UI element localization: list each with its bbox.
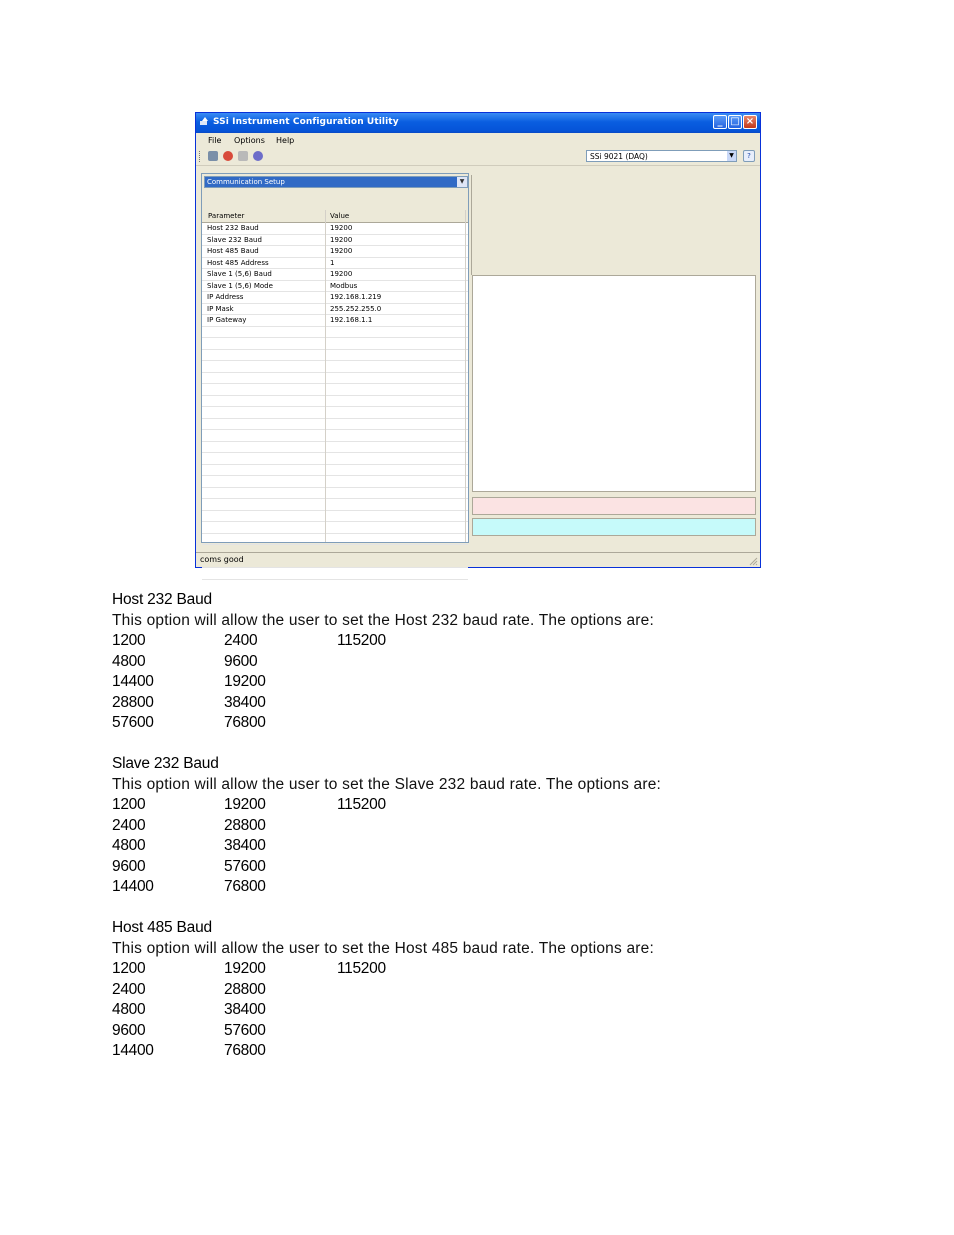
option-value: 115200 [337,796,386,813]
section-heading: Slave 232 Baud [112,755,219,772]
parameter-grid [202,210,468,580]
chevron-down-icon[interactable]: ▼ [727,151,736,161]
chevron-down-icon[interactable]: ▼ [457,177,467,187]
option-value: 4800 [112,837,146,854]
option-value: 9600 [224,652,258,670]
maximize-icon: □ [730,116,740,127]
spacer [112,734,661,755]
empty-table-row [202,338,468,350]
menu-options[interactable]: Options [234,136,265,145]
section-select[interactable] [204,176,468,188]
close-button[interactable] [743,115,757,129]
option-value: 2400 [112,816,146,834]
option-value: 4800 [112,1001,146,1018]
option-value: 19200 [224,960,266,977]
empty-table-row [202,361,468,373]
options-row [112,795,661,816]
table-row[interactable] [202,258,468,270]
option-value: 14400 [112,1042,154,1059]
option-value: 1200 [112,632,146,649]
section-select-area [202,174,468,210]
options-row [112,980,661,1001]
status-bar [196,552,760,567]
table-row[interactable] [202,223,468,235]
option-value: 38400 [224,693,266,711]
app-icon [199,116,211,128]
option-value: 2400 [112,980,146,998]
window-title: SSi Instrument Configuration Utility [213,117,399,127]
empty-table-row [202,350,468,362]
title-bar[interactable] [196,113,760,133]
empty-table-row [202,407,468,419]
menu-file[interactable]: File [208,136,222,145]
maximize-button[interactable] [728,115,742,129]
minimize-button[interactable] [713,115,727,129]
param-name: Host 232 Baud [207,224,259,232]
table-row[interactable] [202,281,468,293]
option-value: 14400 [112,673,154,690]
option-value: 57600 [224,857,266,875]
column-divider [465,210,466,542]
close-icon: × [745,116,755,127]
options-row [112,1041,661,1062]
param-name: IP Gateway [207,316,247,324]
section-heading: Host 232 Baud [112,591,212,608]
option-value: 19200 [224,673,266,690]
toolbar [196,148,760,166]
empty-table-row [202,534,468,546]
spacer [112,898,661,919]
options-row [112,877,661,898]
column-divider [325,210,326,542]
param-name: Slave 1 (5,6) Baud [207,270,272,278]
options-row [112,1000,661,1021]
empty-table-row [202,396,468,408]
option-value: 2400 [224,632,258,649]
column-header-parameter[interactable]: Parameter [208,212,245,220]
connect-icon[interactable] [208,151,218,161]
option-value: 1200 [112,960,146,977]
option-value: 1200 [112,796,146,813]
empty-table-row [202,419,468,431]
empty-table-row [202,476,468,488]
empty-table-row [202,442,468,454]
menu-bar [196,133,760,148]
status-text: coms good [200,555,244,564]
param-value[interactable]: 255.252.255.0 [330,304,382,313]
options-row [112,836,661,857]
param-name: Slave 232 Baud [207,235,262,244]
param-value[interactable]: 19200 [330,270,353,278]
param-name: Slave 1 (5,6) Mode [207,281,273,290]
table-row[interactable] [202,304,468,316]
option-value: 115200 [337,960,386,977]
section-description: This option will allow the user to set the Slave 232 baud rate. The options are: [112,775,662,793]
option-value: 28800 [112,693,154,711]
option-value: 76800 [224,878,266,895]
table-row[interactable] [202,315,468,327]
param-name: IP Mask [207,304,234,313]
section-description: This option will allow the user to set the Host 232 baud rate. The options are: [112,611,654,629]
stop-icon[interactable] [223,151,233,161]
param-value[interactable]: 192.168.1.219 [330,293,382,301]
tool-icon[interactable] [238,151,248,161]
section-heading: Host 485 Baud [112,919,212,936]
option-value: 9600 [112,1021,146,1039]
document-body [112,590,661,1062]
option-value: 57600 [224,1021,266,1039]
options-row [112,672,661,693]
empty-table-row [202,499,468,511]
empty-table-row [202,327,468,339]
parameter-pane [201,173,469,543]
table-row[interactable] [202,269,468,281]
param-name: Host 485 Baud [207,247,259,255]
table-row[interactable] [202,292,468,304]
param-value[interactable]: 192.168.1.1 [330,316,373,324]
option-value: 38400 [224,837,266,854]
option-value: 28800 [224,980,266,998]
section-host-485-baud [112,918,661,1062]
empty-table-row [202,430,468,442]
grid-header [202,210,468,223]
options-row [112,631,661,652]
options-row [112,816,661,837]
option-value: 38400 [224,1001,266,1018]
param-value[interactable]: 1 [330,258,335,267]
options-row [112,857,661,878]
empty-table-row [202,384,468,396]
device-select-value: SSi 9021 (DAQ) [590,152,648,161]
option-value: 57600 [112,714,154,731]
options-row [112,1021,661,1042]
table-row[interactable] [202,235,468,247]
help-button[interactable]: ? [743,150,755,162]
gear-icon[interactable] [253,151,263,161]
param-value[interactable]: 19200 [330,235,353,244]
option-value: 9600 [112,857,146,875]
option-value: 28800 [224,816,266,834]
section-host-232-baud [112,590,661,734]
empty-rows [202,327,468,580]
info-message-bar [472,518,756,536]
empty-table-row [202,465,468,477]
minimize-icon: _ [717,116,723,127]
empty-table-row [202,522,468,534]
param-value[interactable]: 19200 [330,247,353,255]
option-value: 4800 [112,652,146,670]
param-value[interactable]: 19200 [330,224,353,232]
section-select-value: Communication Setup [207,178,285,186]
option-value: 76800 [224,1042,266,1059]
empty-table-row [202,373,468,385]
app-window [195,112,761,568]
empty-table-row [202,488,468,500]
detail-header-area [471,175,758,275]
param-value[interactable]: Modbus [330,281,358,290]
column-header-value[interactable]: Value [330,212,350,220]
error-message-bar [472,497,756,515]
detail-panel [472,275,756,492]
resize-grip-icon[interactable] [748,556,758,566]
menu-help[interactable]: Help [276,136,295,145]
section-description: This option will allow the user to set the Host 485 baud rate. The options are: [112,939,654,957]
empty-table-row [202,511,468,523]
empty-table-row [202,453,468,465]
empty-table-row [202,568,468,580]
option-value: 115200 [337,632,386,649]
option-value: 76800 [224,714,266,731]
table-row[interactable] [202,246,468,258]
toolbar-grip[interactable] [199,151,202,162]
section-slave-232-baud [112,754,661,898]
device-select[interactable] [586,150,737,162]
option-value: 14400 [112,878,154,895]
options-row [112,693,661,714]
param-name: Host 485 Address [207,258,269,267]
options-row [112,959,661,980]
options-row [112,713,661,734]
option-value: 19200 [224,796,266,813]
param-name: IP Address [207,293,244,301]
options-row [112,652,661,673]
